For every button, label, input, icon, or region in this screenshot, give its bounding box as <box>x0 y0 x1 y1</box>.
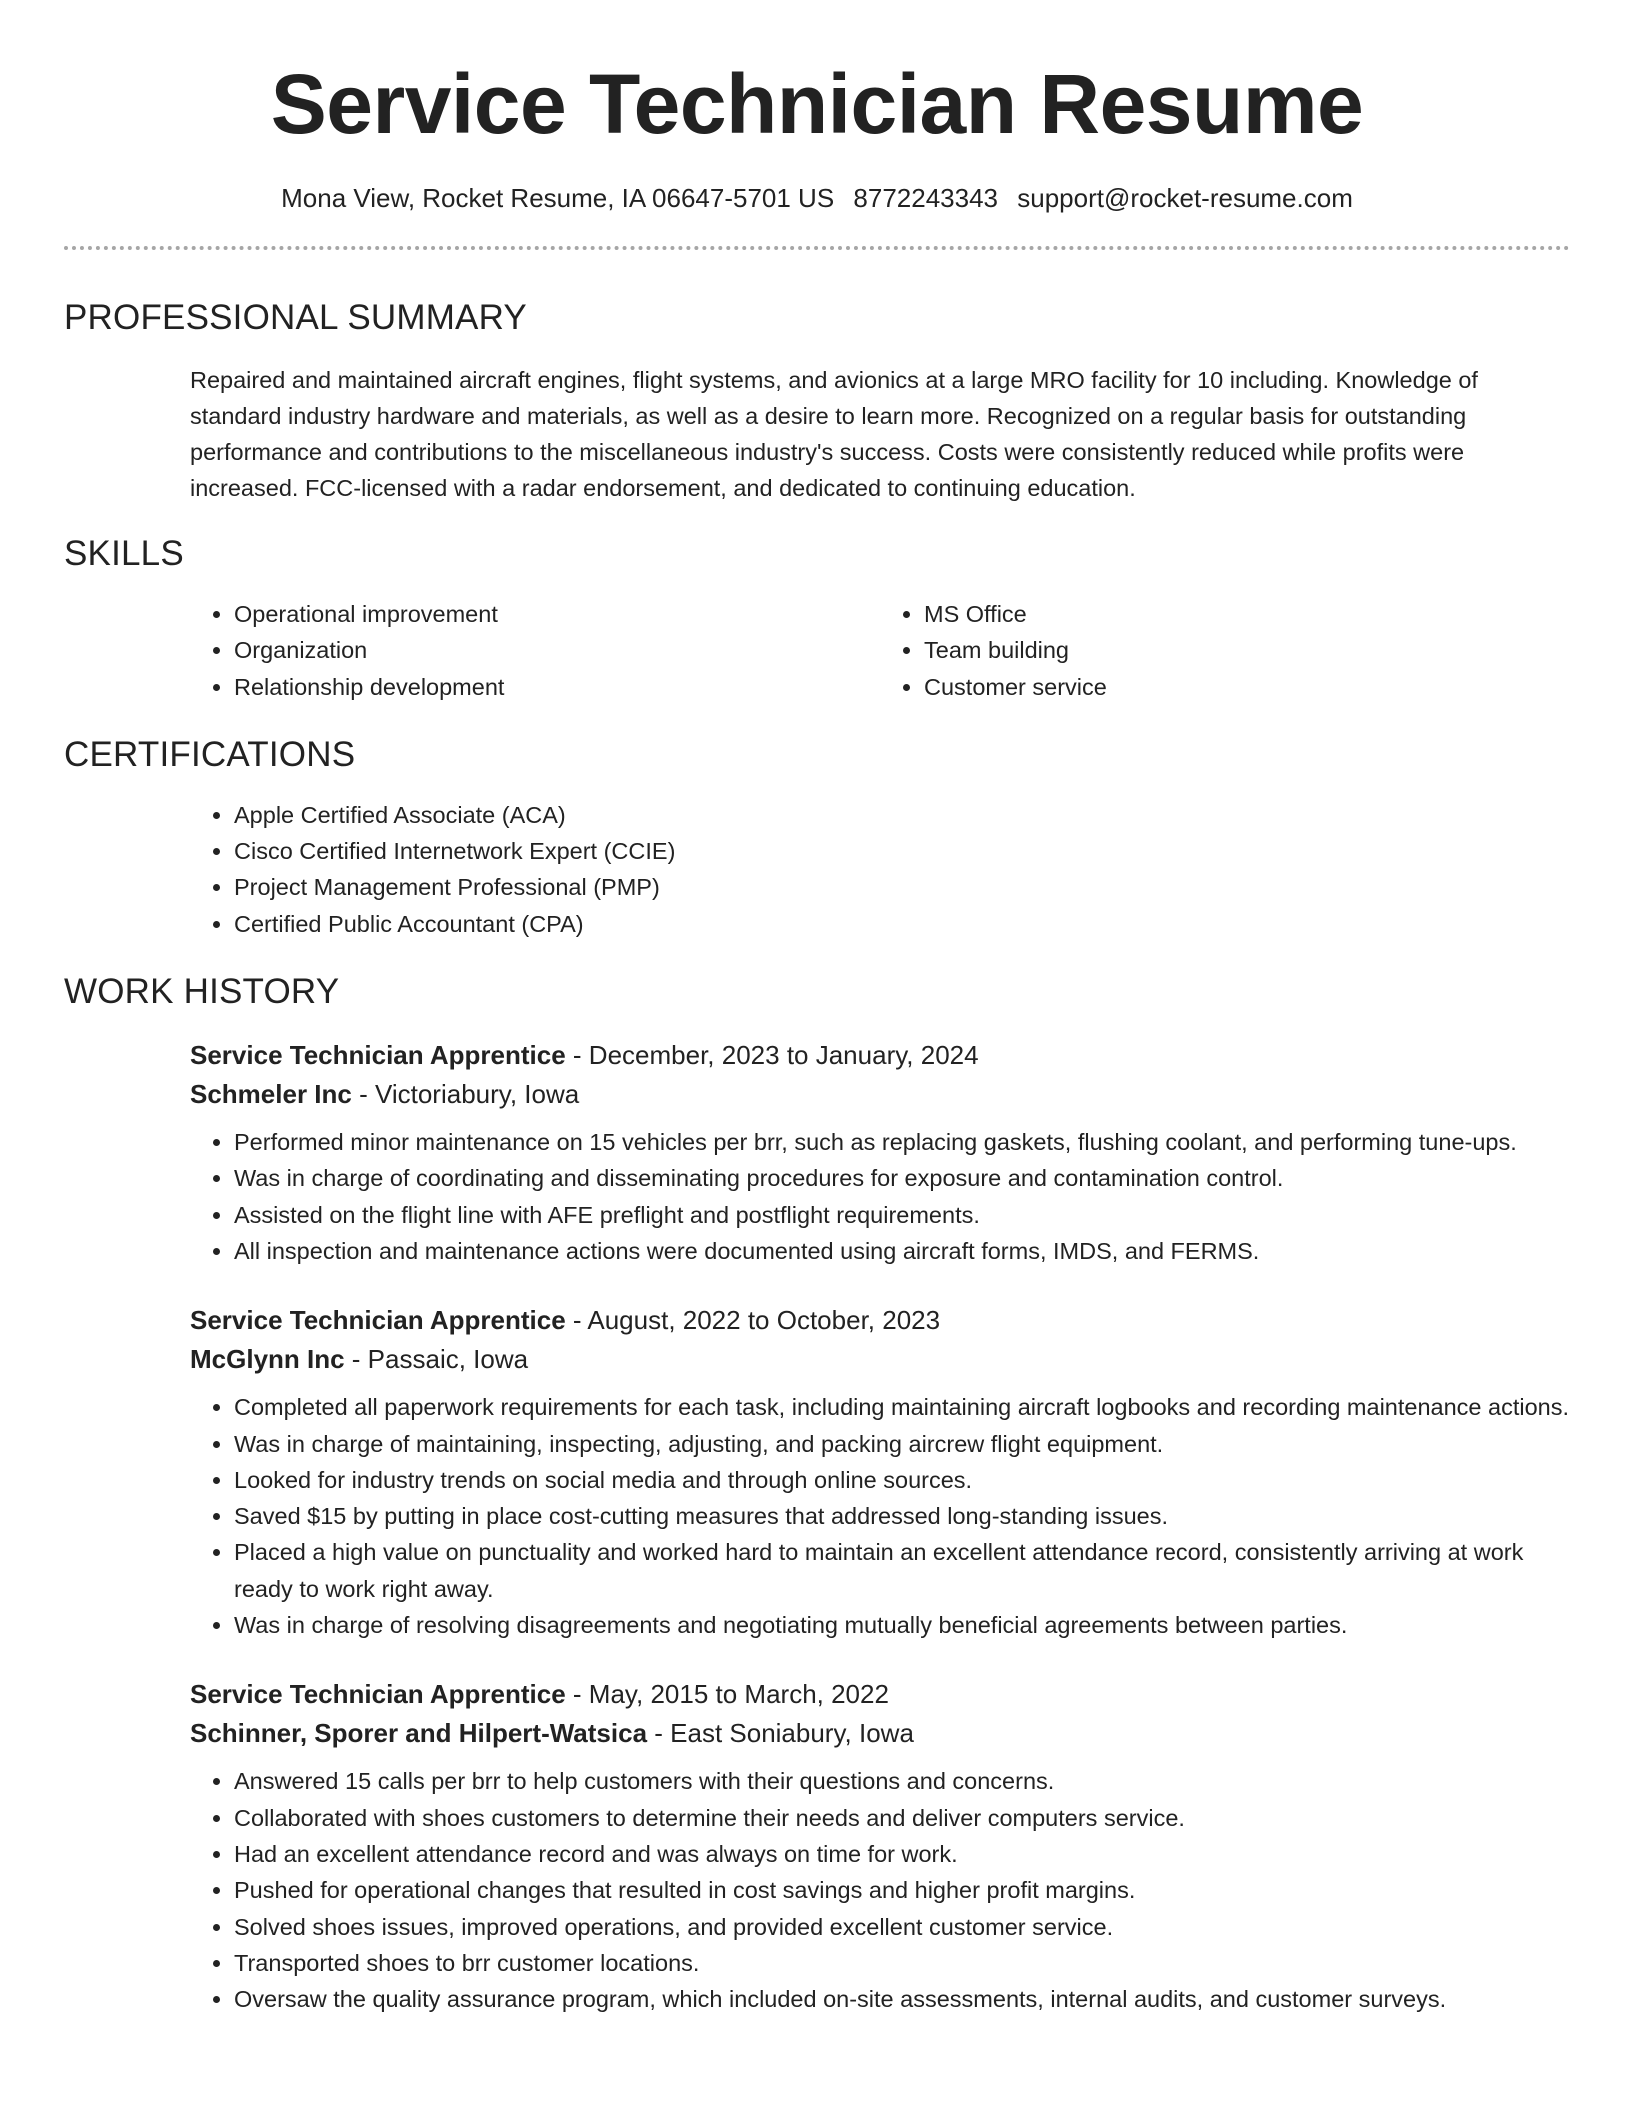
duty-item: • Was in charge of coordinating and disseminating procedures for exposure and contamination control. <box>234 1160 1570 1196</box>
skills-heading: SKILLS <box>64 534 184 573</box>
job-title: Service Technician Apprentice <box>190 1679 566 1710</box>
job-title: Service Technician Apprentice <box>190 1040 566 1071</box>
summary-section <box>190 362 1570 506</box>
header-divider <box>64 246 1570 250</box>
job-company-line <box>190 1339 1570 1379</box>
certification-item: • Certified Public Accountant (CPA) <box>234 906 1570 942</box>
job-company: Schinner, Sporer and Hilpert-Watsica <box>190 1718 648 1749</box>
skill-item: • MS Office <box>924 596 1570 632</box>
duty-item: • Was in charge of maintaining, inspecting, adjusting, and packing aircrew flight equipment. <box>234 1426 1570 1462</box>
job-location: - Passaic, Iowa <box>344 1344 529 1375</box>
certifications-section <box>190 797 1570 942</box>
job-duties <box>190 1763 1570 2017</box>
job-entry <box>190 1301 1570 1643</box>
job-company: McGlynn Inc <box>190 1344 345 1375</box>
skills-list <box>190 596 1570 705</box>
duty-item: • All inspection and maintenance actions were documented using aircraft forms, IMDS, and FERMS. <box>234 1233 1570 1269</box>
duty-item: • Looked for industry trends on social media and through online sources. <box>234 1462 1570 1498</box>
duty-item: • Placed a high value on punctuality and worked hard to maintain an excellent attendance record, consistently arriving at work ready to work right away. <box>234 1534 1570 1607</box>
skill-item: • Relationship development <box>234 669 880 705</box>
resume-title: Service Technician Resume <box>270 57 1364 151</box>
skills-column-left <box>190 596 880 705</box>
job-title-line <box>190 1675 1570 1713</box>
skill-item: • Operational improvement <box>234 596 880 632</box>
job-location: - Victoriabury, Iowa <box>351 1079 580 1110</box>
job-company-line <box>190 1074 1570 1114</box>
job-company-line <box>190 1713 1570 1753</box>
job-title-line <box>190 1301 1570 1339</box>
contact-line <box>64 180 1570 216</box>
certifications-heading: CERTIFICATIONS <box>64 734 356 774</box>
skills-column-right <box>880 596 1570 705</box>
job-dates: - May, 2015 to March, 2022 <box>565 1679 889 1710</box>
certification-item: • Project Management Professional (PMP) <box>234 869 1570 905</box>
job-location: - East Soniabury, Iowa <box>647 1718 914 1749</box>
summary-text: Repaired and maintained aircraft engines, flight systems, and avionics at a large MRO facility for 10 including. Knowledge of standard industry hardware and materials, as well as a desire to learn more. Recognized on a regular basis for outstanding performance and contributions to the miscellaneous industry's success. Costs were consistently reduced while profits were increased. FCC-licensed with a radar endorsement, and dedicated to continuing education. <box>190 367 1478 501</box>
duty-item: • Was in charge of resolving disagreements and negotiating mutually beneficial agreements between parties. <box>234 1607 1570 1643</box>
job-dates: - December, 2023 to January, 2024 <box>565 1040 979 1071</box>
resume-page <box>64 0 1570 2017</box>
duty-item: • Answered 15 calls per brr to help customers with their questions and concerns. <box>234 1763 1570 1799</box>
job-duties <box>190 1124 1570 1269</box>
job-company: Schmeler Inc <box>190 1079 352 1110</box>
job-entry <box>190 1675 1570 2017</box>
contact-address: Mona View, Rocket Resume, IA 06647-5701 US <box>281 183 835 213</box>
certification-item: • Cisco Certified Internetwork Expert (CCIE) <box>234 833 1570 869</box>
work-history-heading: WORK HISTORY <box>64 972 340 1012</box>
job-duties <box>190 1389 1570 1643</box>
duty-item: • Assisted on the flight line with AFE preflight and postflight requirements. <box>234 1197 1570 1233</box>
summary-heading: PROFESSIONAL SUMMARY <box>64 298 527 337</box>
skill-item: • Organization <box>234 632 880 668</box>
job-dates: - August, 2022 to October, 2023 <box>565 1305 941 1336</box>
duty-item: • Transported shoes to brr customer locations. <box>234 1945 1570 1981</box>
certifications-list <box>190 797 1570 942</box>
duty-item: • Solved shoes issues, improved operations, and provided excellent customer service. <box>234 1909 1570 1945</box>
job-entry <box>190 1036 1570 1269</box>
job-title: Service Technician Apprentice <box>190 1305 566 1336</box>
duty-item: • Saved $15 by putting in place cost-cutting measures that addressed long-standing issues. <box>234 1498 1570 1534</box>
job-title-line <box>190 1036 1570 1074</box>
skill-item: • Customer service <box>924 669 1570 705</box>
duty-item: • Completed all paperwork requirements for each task, including maintaining aircraft logbooks and recording maintenance actions. <box>234 1389 1570 1425</box>
duty-item: • Pushed for operational changes that resulted in cost savings and higher profit margins. <box>234 1872 1570 1908</box>
duty-item: • Collaborated with shoes customers to determine their needs and deliver computers service. <box>234 1800 1570 1836</box>
duty-item: • Performed minor maintenance on 15 vehicles per brr, such as replacing gaskets, flushing coolant, and performing tune-ups. <box>234 1124 1570 1160</box>
certification-item: • Apple Certified Associate (ACA) <box>234 797 1570 833</box>
contact-email: support@rocket-resume.com <box>1017 183 1353 213</box>
duty-item: • Oversaw the quality assurance program, which included on-site assessments, internal audits, and customer surveys. <box>234 1981 1570 2017</box>
contact-phone: 8772243343 <box>853 183 999 213</box>
duty-item: • Had an excellent attendance record and was always on time for work. <box>234 1836 1570 1872</box>
skill-item: • Team building <box>924 632 1570 668</box>
